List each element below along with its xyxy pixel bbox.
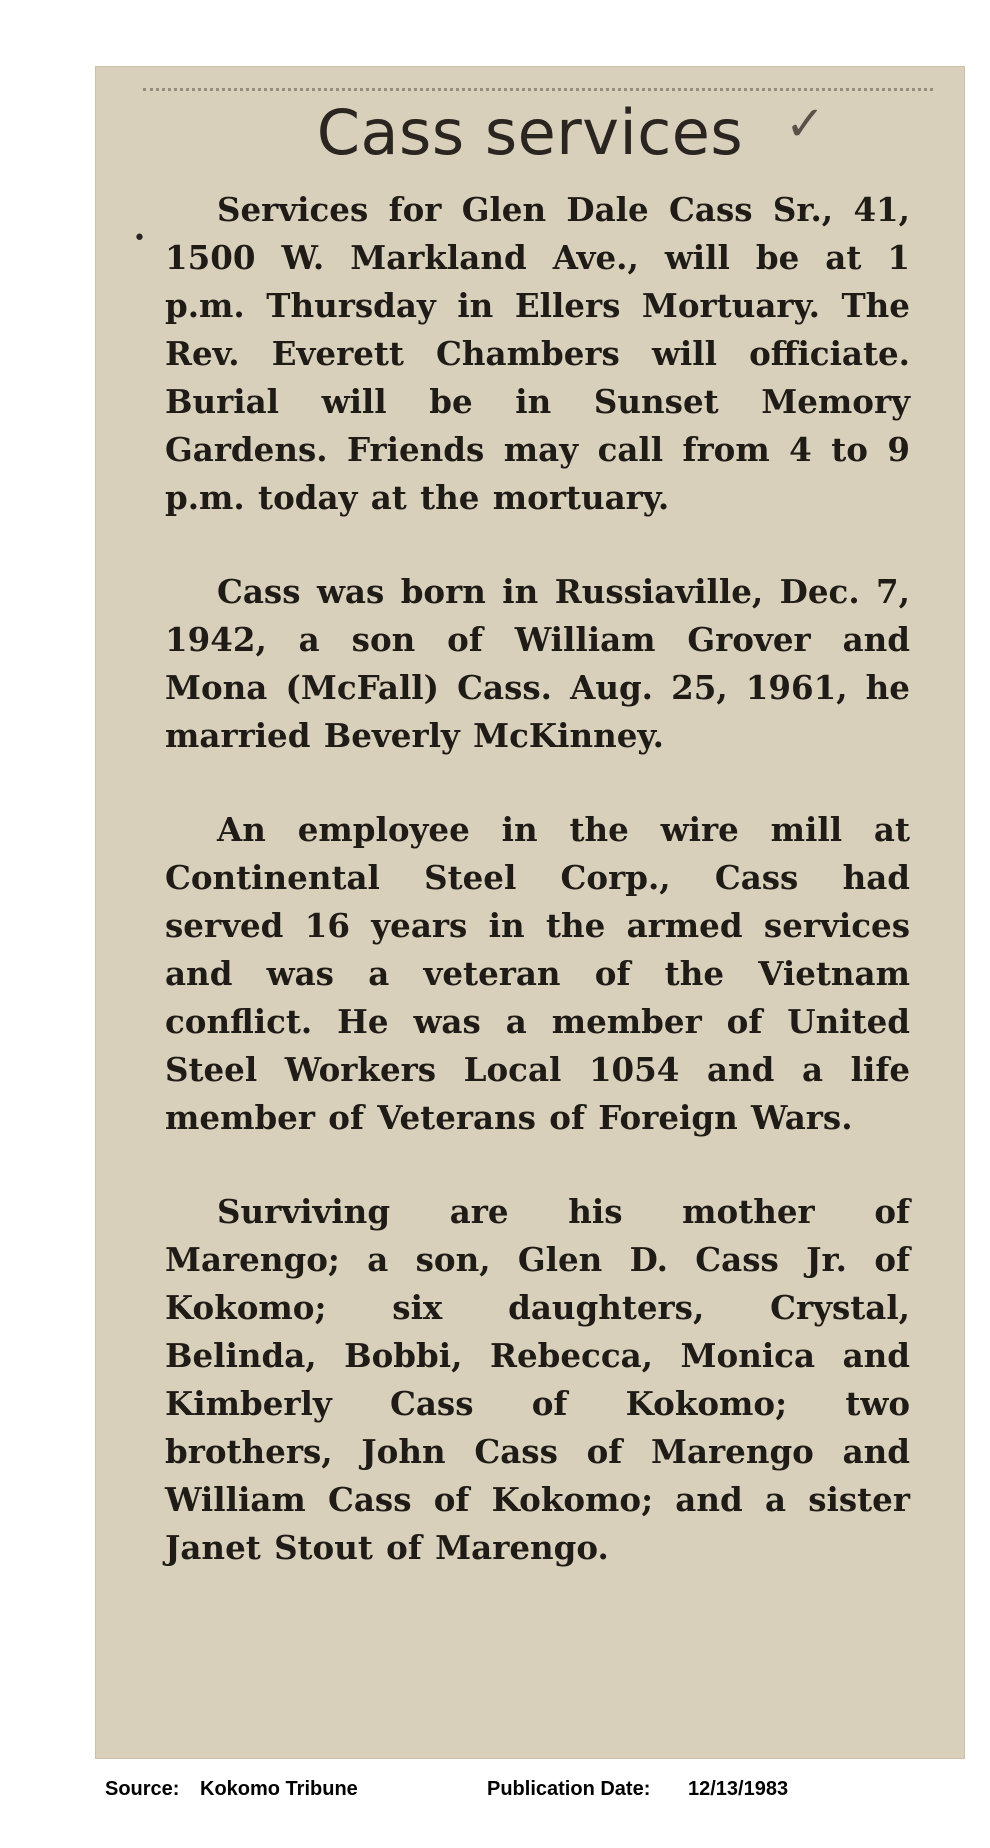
paragraph-birth: Cass was born in Russiaville, Dec. 7, 1942, a son of William Grover and Mona (McFall) Cass. Aug. 25, 1961, he married Beverly McKinney. <box>165 572 910 755</box>
publication-date-value: 12/13/1983 <box>688 1778 789 1800</box>
paragraph-services: Services for Glen Dale Cass Sr., 41, 1500 W. Markland Ave., will be at 1 p.m. Thursday in Ellers Mortuary. The Rev. Everett Chambers will officiate. Burial will be in Sunset Memory Gardens. Friends may call from 4 to 9 p.m. today at the mortuary. <box>165 190 910 517</box>
paragraph-employment: An employee in the wire mill at Continental Steel Corp., Cass had served 16 years in the armed services and was a veteran of the Vietnam conflict. He was a member of United Steel Workers Local 1054 and a life member of Veterans of Foreign Wars. <box>165 810 910 1137</box>
headline: Cass services <box>316 96 744 169</box>
obituary-body <box>165 186 910 1618</box>
citation-footer <box>0 1778 990 1808</box>
newspaper-clipping <box>95 66 965 1759</box>
source-value: Kokomo Tribune <box>200 1778 358 1800</box>
publication-date-label: Publication Date: <box>487 1778 651 1800</box>
margin-mark-icon: • <box>133 226 146 251</box>
source-label: Source: <box>105 1778 180 1800</box>
paragraph-survivors: Surviving are his mother of Marengo; a son, Glen D. Cass Jr. of Kokomo; six daughters, Crystal, Belinda, Bobbi, Rebecca, Monica and Kimberly Cass of Kokomo; two brothers, John Cass of Marengo and William Cass of Kokomo; and a sister Janet Stout of Marengo. <box>165 1192 910 1567</box>
check-mark-icon: ✓ <box>785 96 826 152</box>
